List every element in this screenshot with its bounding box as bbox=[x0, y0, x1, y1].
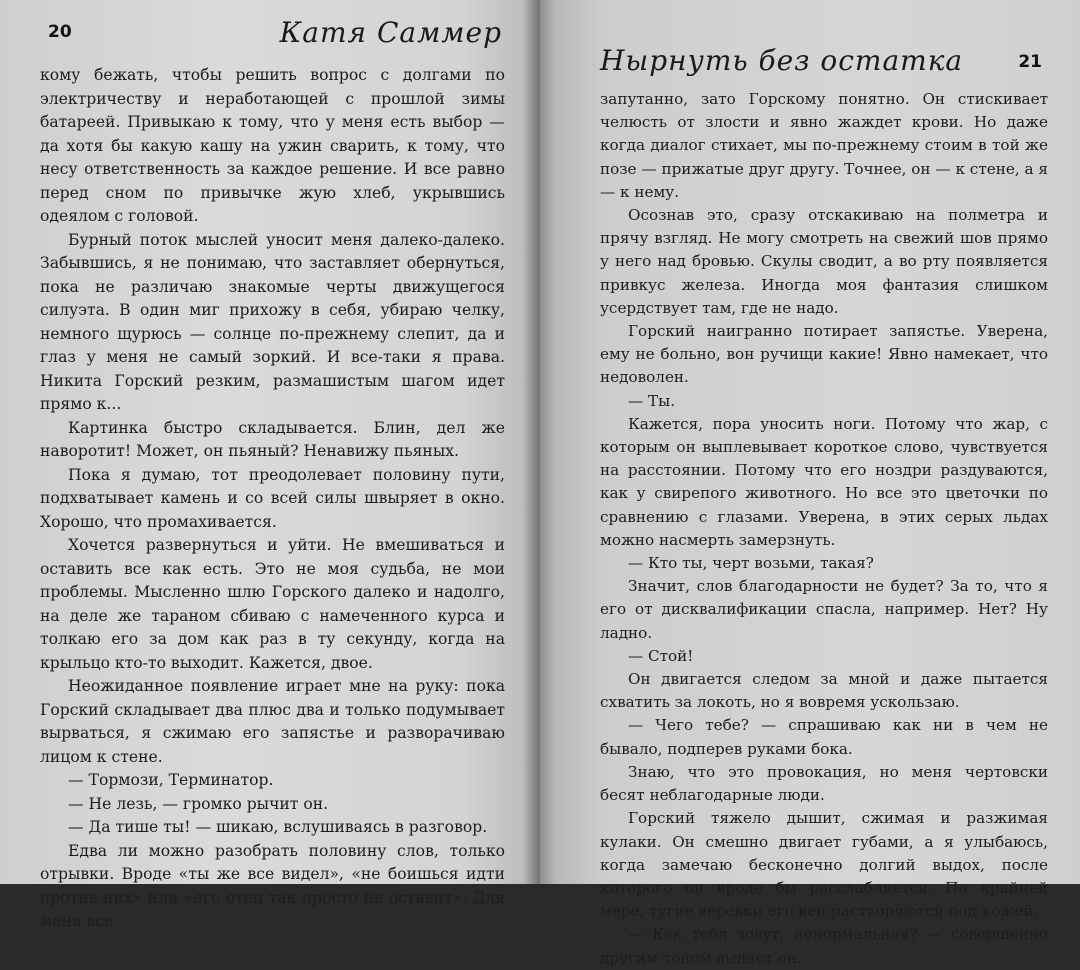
dialog-line: — Стой! bbox=[628, 646, 694, 665]
right-page-text bbox=[600, 88, 1048, 970]
dialog-line: — Как тебя зовут, ненормальная? — совершенно другим тоном выдает он. bbox=[600, 925, 1048, 967]
right-page bbox=[540, 0, 1080, 967]
paragraph: Кажется, пора уносить ноги. Потому что жар, с которым он выплевывает короткое слово, чувствуется на расстоянии. Потому что его ноздри раздуваются, как у свирепого животного. Но все это цветочки по сравнению с глазами. Уверена, в этих серых льдах можно насмерть замерзнуть. bbox=[600, 414, 1048, 549]
paragraph: Хочется развернуться и уйти. Не вмешиваться и оставить все как есть. Это не моя судьба, не мои проблемы. Мысленно шлю Горского далеко и надолго, на деле же тараном сбиваю с намеченного курса и толкаю его за дом как раз в ту секунду, когда на крыльцо кто-то выходит. Кажется, двое. bbox=[40, 536, 505, 672]
paragraph: Пока я думаю, тот преодолевает половину пути, подхватывает камень и со всей силы швыряет в окно. Хорошо, что промахивается. bbox=[40, 465, 505, 531]
page-number-left: 20 bbox=[48, 22, 72, 42]
gutter-shadow-left bbox=[522, 0, 540, 884]
paragraph: Едва ли можно разобрать половину слов, только отрывки. Вроде «ты же все видел», «не боишься идти против них» или «его отец так просто не оставит». Для меня все bbox=[40, 841, 505, 930]
paragraph: Неожиданное появление играет мне на руку: пока Горский складывает два плюс два и только подумывает вырваться, я сжимаю его запястье и разворачиваю лицом к стене. bbox=[40, 677, 505, 766]
left-page bbox=[0, 0, 540, 930]
running-head-author: Катя Саммер bbox=[279, 16, 502, 49]
paragraph: Знаю, что это провокация, но меня чертовски бесят неблагодарные люди. bbox=[600, 762, 1048, 805]
dialog-line: — Тормози, Терминатор. bbox=[68, 771, 274, 789]
paragraph: Картинка быстро складывается. Блин, дел же наворотит! Может, он пьяный? Ненавижу пьяных. bbox=[40, 418, 505, 460]
paragraph: Горский наигранно потирает запястье. Уверена, ему не больно, вон ручищи какие! Явно намекает, что недоволен. bbox=[600, 322, 1048, 387]
dialog-line: — Да тише ты! — шикаю, вслушиваясь в разговор. bbox=[68, 818, 488, 836]
paragraph: Осознав это, сразу отскакиваю на полметра и прячу взгляд. Не могу смотреть на свежий шов прямо у него над бровью. Скулы сводит, а во рту появляется привкус железа. Иногда моя фантазия слишком усердствует там, где не надо. bbox=[600, 206, 1048, 317]
paragraph: Он двигается следом за мной и даже пытается схватить за локоть, но я вовремя ускользаю. bbox=[600, 670, 1048, 712]
paragraph: запутанно, зато Горскому понятно. Он стискивает челюсть от злости и явно жаждет крови. Но даже когда диалог стихает, мы по-прежнему стоим в той же позе — прижатые друг другу. Точнее, он — к стене, а я — к нему. bbox=[600, 90, 1048, 201]
page-number-right: 21 bbox=[1018, 52, 1042, 72]
running-head-title: Нырнуть без остатка bbox=[600, 44, 964, 77]
paragraph: Горский тяжело дышит, сжимая и разжимая кулаки. Он смешно двигает губами, а я улыбаюсь, когда замечаю бесконечно долгий выдох, после которого он вроде бы расслабляется. По крайней мере, тугие веревки его вен растворяются под кожей. bbox=[600, 809, 1048, 921]
paragraph: Бурный поток мыслей уносит меня далеко-далеко. Забывшись, я не понимаю, что заставляет обернуться, пока не различаю знакомые черты движущегося силуэта. В один миг прихожу в себя, убираю челку, немного щурюсь — солнце по-прежнему слепит, да и глаз у меня не самый зоркий. И все-таки я права. Никита Горский резким, размашистым шагом идет прямо к... bbox=[40, 230, 505, 413]
dialog-line: — Не лезь, — громко рычит он. bbox=[68, 794, 329, 813]
paragraph: кому бежать, чтобы решить вопрос с долгами по электричеству и неработающей с прошлой зимы батареей. Привыкаю к тому, что у меня есть выбор — да хотя бы какую кашу на ужин сварить, к тому, что несу ответственность за каждое решение. И все равно перед сном по привычке жую хлеб, укрывшись одеялом с головой. bbox=[40, 66, 505, 225]
paragraph: Значит, слов благодарности не будет? За то, что я его от дисквалификации спасла, например. Нет? Ну ладно. bbox=[600, 577, 1048, 642]
dialog-line: — Кто ты, черт возьми, такая? bbox=[628, 554, 874, 573]
dialog-line: — Чего тебе? — спрашиваю как ни в чем не бывало, подперев руками бока. bbox=[600, 716, 1048, 758]
dialog-line: — Ты. bbox=[628, 391, 676, 410]
left-page-text bbox=[40, 64, 505, 934]
